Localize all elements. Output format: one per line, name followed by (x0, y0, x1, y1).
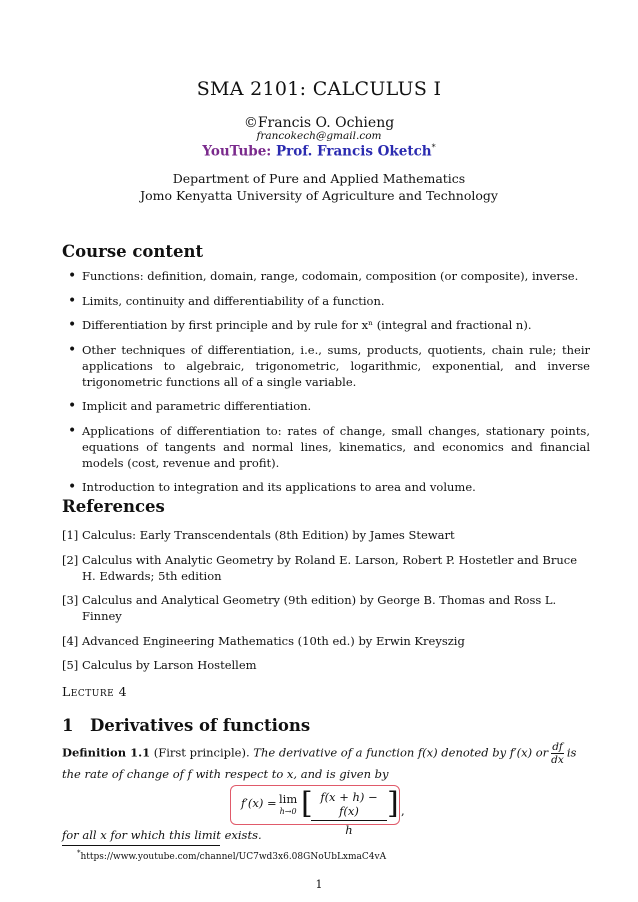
quotient-denominator: h (345, 823, 353, 837)
references-list (62, 527, 590, 682)
reference-number: [2] (62, 552, 79, 567)
fraction-denominator: dx (551, 754, 564, 766)
first-principle-formula (230, 785, 400, 837)
derivative-fraction (551, 741, 564, 766)
youtube-footnote-mark: * (431, 143, 436, 152)
youtube-label: YouTube: (202, 143, 272, 160)
references-heading: References (62, 497, 165, 516)
reference-text: Calculus with Analytic Geometry by Roland E. Larson, Robert P. Hostetler and Bruce H. Edwards; 5th edition (82, 552, 578, 583)
list-item: • Limits, continuity and differentiability of a function. (62, 293, 590, 309)
difference-quotient (311, 790, 387, 837)
reference-text: Advanced Engineering Mathematics (10th ed.) by Erwin Kreyszig (82, 633, 465, 648)
reference-item (62, 633, 590, 649)
university: Jomo Kenyatta University of Agriculture and Technology (140, 188, 498, 203)
author-line (0, 115, 638, 131)
course-content-heading: Course content (62, 242, 204, 261)
section-heading (62, 716, 310, 735)
list-item: • Introduction to integration and its applications to area and volume. (62, 479, 590, 495)
reference-item (62, 657, 590, 673)
limit-word: lim (279, 792, 298, 806)
course-content-list (62, 268, 590, 504)
page-number: 1 (315, 878, 323, 891)
department: Department of Pure and Applied Mathematics (172, 171, 466, 186)
reference-text: Calculus: Early Transcendentals (8th Edition) by James Stewart (82, 528, 455, 542)
list-item: • Functions: definition, domain, range, codomain, composition (or composite), inverse. (62, 268, 590, 284)
list-item: • Other techniques of differentiation, i.e., sums, products, quotients, chain rule; their applications to algebraic, trigonometric, logarithmic, exponential, and inverse trigonometric functions all of a single variable. (62, 342, 590, 390)
author-name: Francis O. Ochieng (257, 115, 395, 131)
youtube-line (0, 143, 638, 160)
lecture-label: Lecture 4 (62, 684, 128, 699)
footnote (77, 849, 386, 862)
list-item: • Differentiation by first principle and by rule for xⁿ (integral and fractional n). (62, 317, 590, 333)
section-number: 1 (62, 716, 74, 735)
reference-number: [1] (62, 528, 79, 542)
reference-number: [4] (62, 633, 79, 648)
section-title: Derivatives of functions (90, 716, 311, 735)
definition-text-after: is the rate of change of f with respect to x, and is given by (62, 745, 577, 781)
copyright-symbol: © (243, 115, 258, 131)
limit-subscript: h→0 (279, 807, 297, 816)
affiliation (0, 170, 638, 204)
reference-number: [3] (62, 593, 79, 607)
formula-lhs: f′(x) = (241, 796, 277, 810)
definition-closing: for all x for which this limit exists. (62, 828, 262, 842)
definition-text-before: The derivative of a function f(x) denoted by f′(x) or (253, 745, 549, 760)
reference-item (62, 527, 590, 543)
reference-item (62, 592, 590, 624)
footnote-rule (62, 845, 220, 846)
list-item: • Applications of differentiation to: rates of change, small changes, stationary points, equations of tangents and normal lines, kinematics, and economics and financial models (cost, revenue and profit). (62, 423, 590, 471)
youtube-name: Prof. Francis Oketch (275, 143, 432, 160)
author-email: francokech@gmail.com (256, 130, 382, 142)
reference-number: [5] (62, 658, 79, 672)
footnote-mark: * (77, 849, 81, 857)
quotient-numerator: f(x + h) − f(x) (320, 790, 378, 818)
reference-text: Calculus and Analytical Geometry (9th edition) by George B. Thomas and Ross L. Finney (82, 593, 557, 623)
reference-text: Calculus by Larson Hostellem (82, 658, 257, 672)
formula-comma: , (401, 804, 405, 818)
reference-item (62, 552, 590, 584)
formula-limit (279, 792, 297, 816)
footnote-url: https://www.youtube.com/channel/UC7wd3x6.08GNoUbLxmaC4vA (80, 852, 387, 862)
document-title: SMA 2101: CALCULUS I (196, 78, 442, 100)
left-bracket: [ (301, 786, 313, 821)
definition-label: Definition 1.1 (62, 745, 151, 760)
quotient-bar (311, 820, 387, 821)
fraction-numerator: df (552, 741, 563, 753)
list-item: • Implicit and parametric differentiation. (62, 398, 590, 414)
definition-block (62, 741, 590, 782)
right-bracket: ] (387, 786, 399, 821)
definition-name: (First principle). (153, 745, 250, 760)
